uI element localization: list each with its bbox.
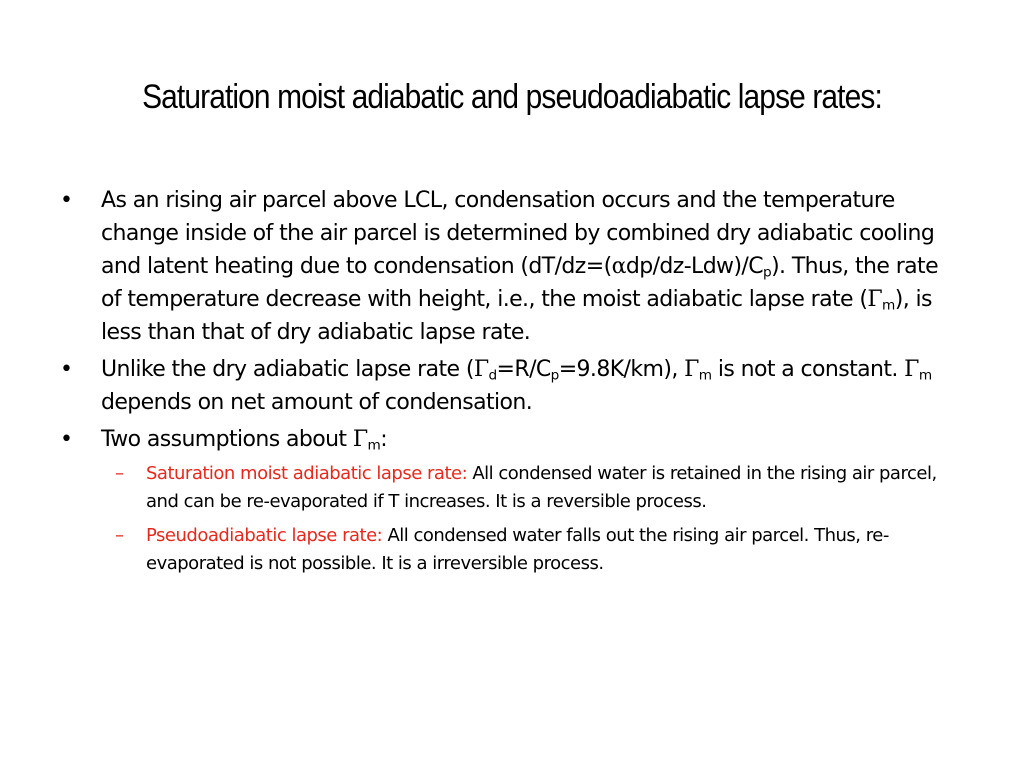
sub-bullet-2-text: All condensed water falls out the rising air parcel. Thus, re-evaporated is not possible. It is a irreversible process.: [146, 525, 889, 574]
subscript-m: m: [882, 297, 895, 314]
sub-bullet-2-label: Pseudoadiabatic lapse rate:: [146, 525, 383, 546]
bullet-2-text-e: depends on net amount of condensation.: [101, 390, 533, 415]
subscript-p: p: [550, 367, 559, 384]
gamma-symbol: Γ: [352, 427, 368, 452]
bullet-icon: •: [60, 357, 73, 382]
bullet-3-text-a: Two assumptions about: [101, 427, 353, 452]
bullet-2-text-a: Unlike the dry adiabatic lapse rate (: [101, 357, 474, 382]
slide-title: Saturation moist adiabatic and pseudoadiabatic lapse rates:: [142, 78, 882, 116]
subscript-m: m: [367, 437, 381, 454]
sub-bullet-1-label: Saturation moist adiabatic lapse rate:: [146, 463, 468, 484]
bullet-2-text-c: =9.8K/km),: [558, 357, 685, 382]
bullet-1-text-c: ). Thus, the rate of temperature decrease with height, i.e., the moist adiabatic lapse rate (: [101, 254, 939, 312]
sub-bullet-item-2: [115, 522, 960, 578]
gamma-symbol: Γ: [867, 287, 883, 312]
bullet-1-text-a: As an rising air parcel above LCL, condensation occurs and the temperature change inside of the air parcel is determined by combined dry adiabatic cooling and latent heating due to condensation (dT/dz=(: [101, 188, 935, 279]
bullet-2-text-d: is not a constant.: [711, 357, 905, 382]
gamma-symbol: Γ: [684, 357, 699, 382]
gamma-symbol: Γ: [904, 357, 919, 382]
sub-bullet-item-1: [115, 460, 960, 516]
dash-icon: –: [115, 463, 124, 484]
slide-body: [60, 184, 960, 584]
bullet-item-3: [60, 423, 960, 456]
gamma-symbol: Γ: [473, 357, 489, 382]
bullet-icon: •: [60, 427, 73, 452]
sub-bullet-1-text: All condensed water is retained in the rising air parcel, and can be re-evaporated if T increases. It is a reversible process.: [146, 463, 937, 512]
bullet-item-1: [60, 184, 960, 349]
bullet-item-2: [60, 353, 960, 419]
dash-icon: –: [115, 525, 124, 546]
subscript-p: p: [763, 264, 772, 281]
subscript-d: d: [488, 367, 497, 384]
bullet-icon: •: [60, 188, 73, 213]
bullet-3-text-b: :: [380, 427, 388, 452]
subscript-m: m: [918, 367, 932, 384]
alpha-symbol: α: [611, 254, 626, 279]
bullet-1-text-b: dp/dz-Ldw)/C: [625, 254, 764, 279]
subscript-m: m: [698, 367, 712, 384]
bullet-1-text-d: ), is less than that of dry adiabatic lapse rate.: [101, 287, 932, 345]
bullet-2-text-b: =R/C: [496, 357, 551, 382]
